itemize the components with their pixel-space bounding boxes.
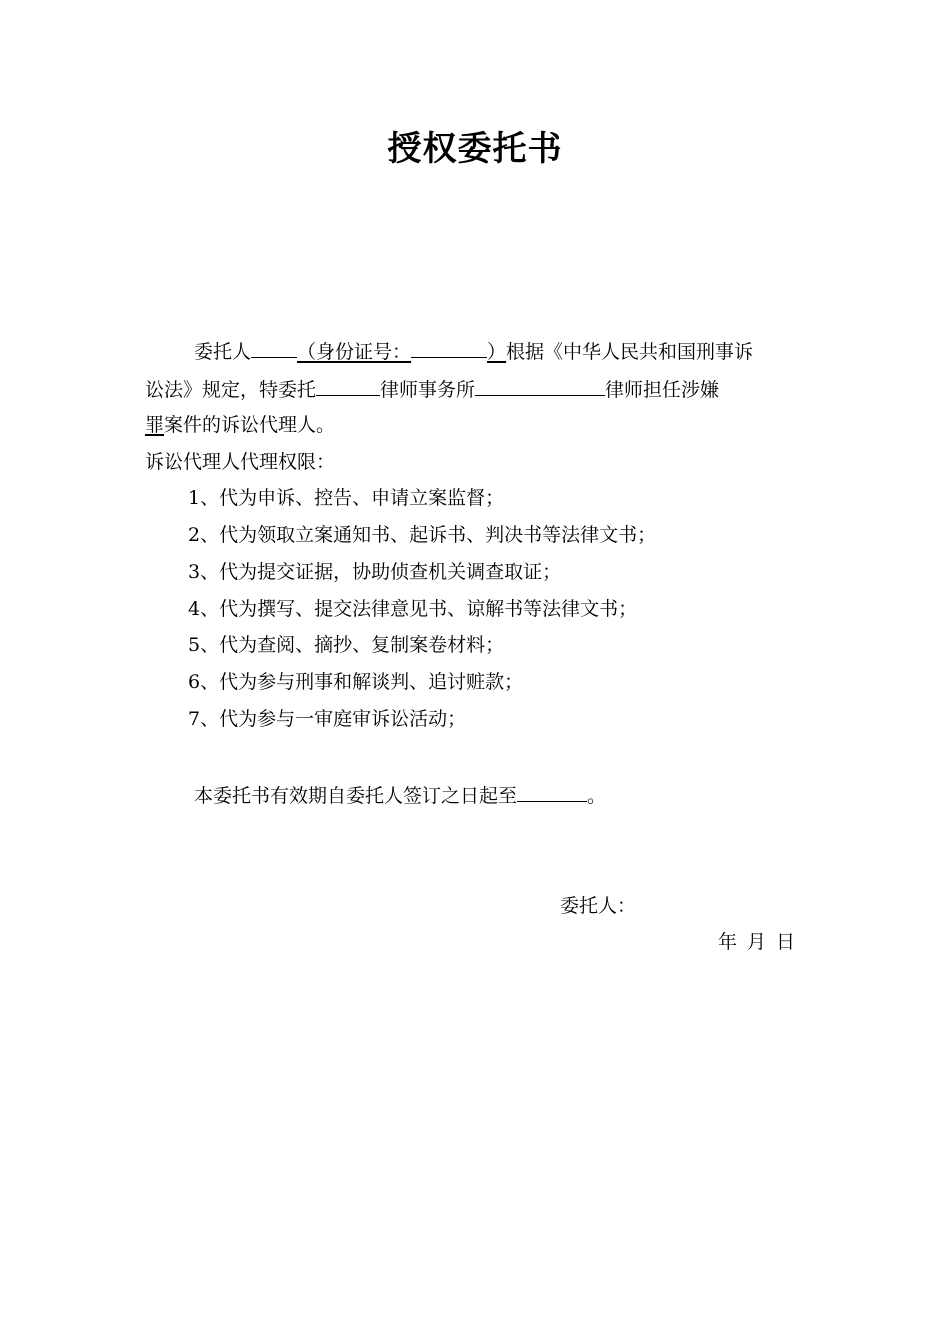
id-number-open: （身份证号： (297, 341, 412, 363)
date-month-label: 月 (747, 931, 767, 953)
signature-label: 委托人： (560, 895, 637, 917)
id-number-blank (411, 337, 487, 358)
validity-text: 本委托书有效期自委托人签订之日起至 (194, 785, 518, 807)
authority-item: 3、代为提交证据，协助侦查机关调查取证； (188, 561, 562, 583)
signature-date (718, 929, 795, 955)
lawyer-name-blank (475, 375, 605, 396)
para1-line1 (194, 337, 753, 365)
validity-end-mark: 。 (587, 785, 607, 807)
authority-item: 4、代为撰写、提交法律意见书、谅解书等法律文书； (188, 598, 638, 620)
entrust-text: 讼法》规定，特委托 (145, 379, 317, 401)
law-firm-label: 律师事务所 (380, 379, 476, 401)
authority-heading: 诉讼代理人代理权限： (145, 451, 336, 473)
document-title: 授权委托书 (387, 129, 563, 169)
law-firm-name-blank (316, 375, 380, 396)
para1-line2 (145, 375, 719, 403)
date-year-label: 年 (718, 931, 738, 953)
authority-item: 5、代为查阅、摘抄、复制案卷材料； (188, 634, 505, 656)
authority-item: 7、代为参与一审庭审诉讼活动； (188, 708, 467, 730)
authority-item: 2、代为领取立案通知书、起诉书、判决书等法律文书； (188, 524, 657, 546)
principal-label: 委托人 (194, 341, 252, 363)
according-text: 根据《中华人民共和国刑事诉 (506, 341, 754, 363)
expiry-date-blank (517, 781, 587, 802)
para1-line3 (145, 412, 335, 438)
case-agent-text: 案件的诉讼代理人。 (164, 414, 336, 436)
authority-item: 6、代为参与刑事和解谈判、追讨赃款； (188, 671, 524, 693)
id-number-close: ） (487, 341, 507, 363)
authority-item: 1、代为申诉、控告、申请立案监督； (188, 487, 505, 509)
date-day-label: 日 (776, 931, 796, 953)
validity-line (194, 781, 606, 809)
principal-name-blank (251, 337, 297, 358)
crime-name-field: 罪 (145, 414, 165, 436)
lawyer-role-text: 律师担任涉嫌 (605, 379, 720, 401)
